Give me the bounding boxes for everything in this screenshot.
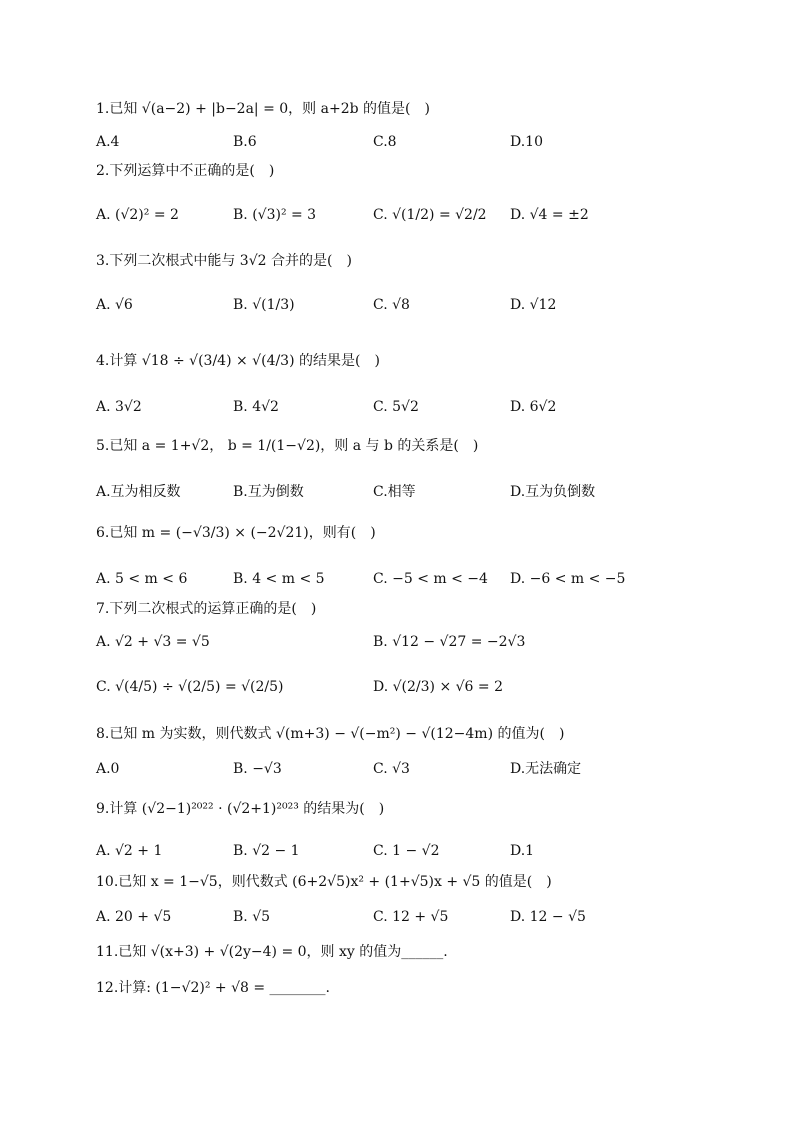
option-d: D. 6√2 [510,399,557,415]
question-2-stem: 2.下列运算中不正确的是( ) [96,163,275,179]
option-b: B. √(1/3) [233,297,295,313]
question-7-options-row1 [96,633,736,673]
option-b: B. 4√2 [233,399,279,415]
option-d: D.10 [510,134,543,150]
option-b: B. 4 < m < 5 [233,571,325,587]
option-c: C. −5 < m < −4 [373,571,488,587]
option-b: B. √5 [233,909,271,925]
option-c: C. √(4/5) ÷ √(2/5) = √(2/5) [96,679,284,695]
option-b: B. (√3)² = 3 [233,207,317,223]
option-c: C. √3 [373,761,410,777]
question-11-stem: 11.已知 √(x+3) + √(2y−4) = 0，则 xy 的值为______. [96,944,448,960]
option-c: C.8 [373,134,397,150]
option-b: B. −√3 [233,761,282,777]
option-a: A. 3√2 [96,399,142,415]
option-d: D. √(2/3) × √6 = 2 [373,679,503,695]
question-4-stem: 4.计算 √18 ÷ √(3/4) × √(4/3) 的结果是( ) [96,353,380,369]
question-9-stem: 9.计算 (√2−1)²⁰²² · (√2+1)²⁰²³ 的结果为( ) [96,801,385,817]
option-a: A. √2 + √3 = √5 [96,634,210,650]
option-c: C. √(1/2) = √2/2 [373,207,487,223]
question-3-stem: 3.下列二次根式中能与 3√2 合并的是( ) [96,253,352,269]
option-c: C. 5√2 [373,399,419,415]
question-3-options [96,296,736,336]
option-c: C. √8 [373,297,410,313]
option-b: B. √2 − 1 [233,843,300,859]
option-a: A.0 [96,761,120,777]
option-a: A.4 [96,134,120,150]
option-a: A. √6 [96,297,133,313]
question-8-stem: 8.已知 m 为实数，则代数式 √(m+3) − √(−m²) − √(12−4m) 的值为( ) [96,726,565,742]
option-a: A. √2 + 1 [96,843,163,859]
option-b: B.6 [233,134,257,150]
option-d: D. √12 [510,297,557,313]
option-b: B. √12 − √27 = −2√3 [373,634,526,650]
question-12-stem: 12.计算: (1−√2)² + √8 = ________. [96,980,330,996]
question-1-stem: 1.已知 √(a−2) + |b−2a| = 0，则 a+2b 的值是( ) [96,101,430,117]
option-b: B.互为倒数 [233,484,304,500]
question-4-options [96,398,736,438]
option-d: D. √4 = ±2 [510,207,589,223]
question-6-stem: 6.已知 m = (−√3/3) × (−2√21)，则有( ) [96,525,376,541]
option-c: C. 1 − √2 [373,843,440,859]
option-a: A. 5 < m < 6 [96,571,188,587]
question-7-options-row2 [96,678,736,718]
question-2-options [96,206,736,246]
question-8-options [96,760,736,800]
option-d: D. −6 < m < −5 [510,571,626,587]
question-10-options [96,908,736,948]
question-10-stem: 10.已知 x = 1−√5，则代数式 (6+2√5)x² + (1+√5)x + √5 的值是( ) [96,874,552,890]
question-5-stem: 5.已知 a = 1+√2， b = 1/(1−√2)，则 a 与 b 的关系是( ) [96,438,479,454]
option-d: D.1 [510,843,535,859]
question-5-options [96,483,736,523]
option-a: A. 20 + √5 [96,909,172,925]
option-d: D. 12 − √5 [510,909,586,925]
option-d: D.互为负倒数 [510,484,596,500]
option-a: A. (√2)² = 2 [96,207,179,223]
option-c: C.相等 [373,484,416,500]
option-d: D.无法确定 [510,761,582,777]
option-c: C. 12 + √5 [373,909,449,925]
option-a: A.互为相反数 [96,484,181,500]
question-7-stem: 7.下列二次根式的运算正确的是( ) [96,601,317,617]
